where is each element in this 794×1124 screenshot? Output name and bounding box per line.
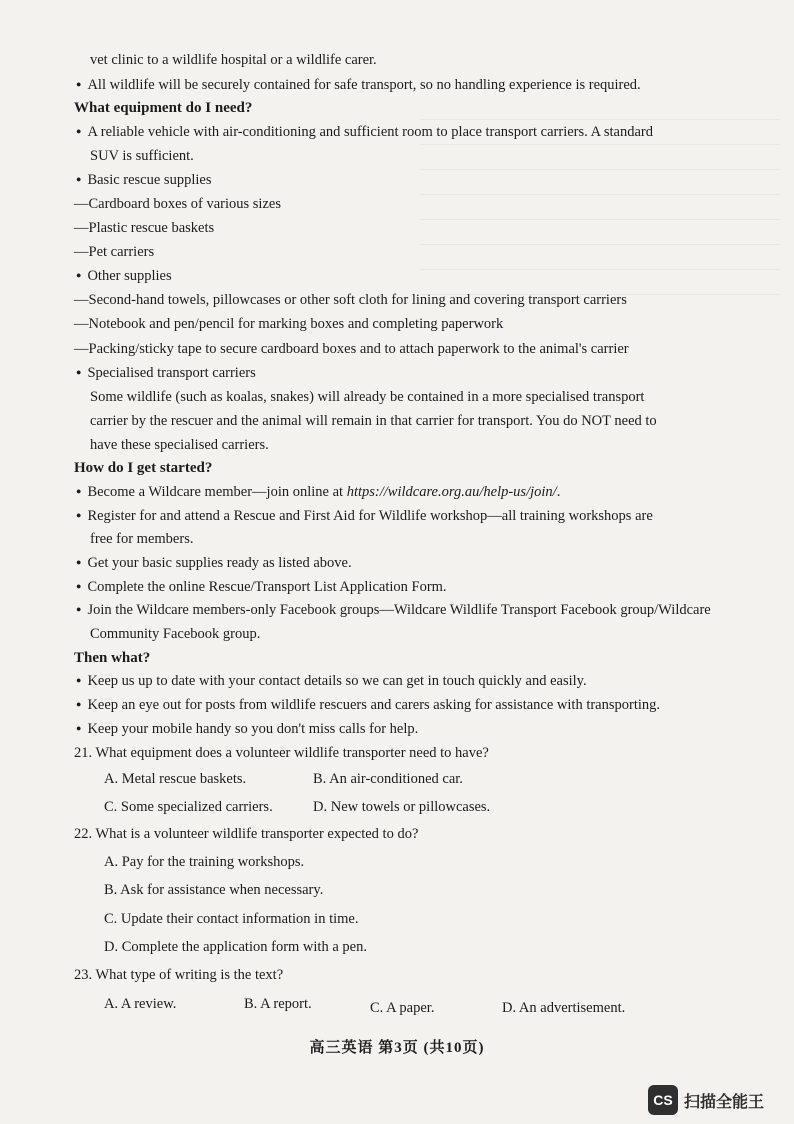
passage-line: Community Facebook group. <box>90 626 261 642</box>
q23-option-d: D. An advertisement. <box>502 1000 626 1016</box>
passage-line: —Notebook and pen/pencil for marking boxes and completing paperwork <box>74 316 504 332</box>
passage-bullet: ● Keep your mobile handy so you don't miss calls for help. <box>76 721 418 738</box>
q23-option-c: C. A paper. <box>370 1000 435 1016</box>
q22-option-a: A. Pay for the training workshops. <box>104 854 305 870</box>
q21-option-b: B. An air-conditioned car. <box>313 771 463 787</box>
passage-line: —Packing/sticky tape to secure cardboard boxes and to attach paperwork to the animal's carrier <box>74 341 629 357</box>
passage-bullet: ● Complete the online Rescue/Transport List Application Form. <box>76 579 447 596</box>
passage-text: . <box>556 484 561 500</box>
section-heading-equipment: What equipment do I need? <box>74 100 253 116</box>
passage-line: vet clinic to a wildlife hospital or a wildlife carer. <box>90 52 377 68</box>
passage-bullet: ● Register for and attend a Rescue and First Aid for Wildlife workshop—all training workshops are <box>76 508 653 525</box>
q22-option-c: C. Update their contact information in time. <box>104 911 359 927</box>
passage-line: free for members. <box>90 531 194 547</box>
passage-line: —Second-hand towels, pillowcases or other soft cloth for lining and covering transport carriers <box>74 292 627 308</box>
passage-line: —Pet carriers <box>74 244 155 260</box>
passage-text: Become a Wildcare member—join online at <box>87 484 347 500</box>
section-heading-then-what: Then what? <box>74 650 151 666</box>
q21-option-a: A. Metal rescue baskets. <box>104 771 247 787</box>
passage-line: carrier by the rescuer and the animal will remain in that carrier for transport. You do NOT need to <box>90 413 657 429</box>
passage-line: have these specialised carriers. <box>90 437 269 453</box>
passage-bullet: ● All wildlife will be securely contained for safe transport, so no handling experience is required. <box>76 77 641 94</box>
passage-bullet: ● A reliable vehicle with air-conditioning and sufficient room to place transport carriers. A standard <box>76 124 653 141</box>
q21-option-c: C. Some specialized carriers. <box>104 799 273 815</box>
scanner-watermark <box>648 1085 764 1115</box>
passage-line: Some wildlife (such as koalas, snakes) will already be contained in a more specialised transport <box>90 389 645 405</box>
q22-option-d: D. Complete the application form with a pen. <box>104 939 367 955</box>
q22-option-b: B. Ask for assistance when necessary. <box>104 882 324 898</box>
passage-bullet: ● Other supplies <box>76 268 172 285</box>
wildcare-join-link: https://wildcare.org.au/help-us/join/ <box>346 484 557 500</box>
question-23: 23. What type of writing is the text? <box>74 967 284 983</box>
passage-bullet: ● Basic rescue supplies <box>76 172 211 189</box>
q23-option-a: A. A review. <box>104 996 177 1012</box>
question-21: 21. What equipment does a volunteer wildlife transporter need to have? <box>74 745 489 761</box>
page-footer: 高三英语 第3页 (共10页) <box>309 1040 485 1056</box>
passage-bullet: ● Join the Wildcare members-only Facebook groups—Wildcare Wildlife Transport Facebook group/Wildcare <box>76 602 711 619</box>
q21-option-d: D. New towels or pillowcases. <box>313 799 491 815</box>
passage-bullet: ● Keep an eye out for posts from wildlife rescuers and carers asking for assistance with transporting. <box>76 697 660 714</box>
passage-line: SUV is sufficient. <box>90 148 194 164</box>
passage-bullet: ● Get your basic supplies ready as listed above. <box>76 555 352 572</box>
q23-option-b: B. A report. <box>244 996 312 1012</box>
scanner-app-name: 扫描全能王 <box>684 1091 765 1111</box>
passage-bullet: ● Keep us up to date with your contact details so we can get in touch quickly and easily. <box>76 673 587 690</box>
camscanner-logo-icon: CS <box>648 1085 678 1115</box>
passage-bullet <box>76 484 560 501</box>
passage-line: —Plastic rescue baskets <box>74 220 215 236</box>
section-heading-get-started: How do I get started? <box>74 460 213 476</box>
question-22: 22. What is a volunteer wildlife transporter expected to do? <box>74 826 419 842</box>
passage-line: —Cardboard boxes of various sizes <box>74 196 281 212</box>
passage-bullet: ● Specialised transport carriers <box>76 365 256 382</box>
